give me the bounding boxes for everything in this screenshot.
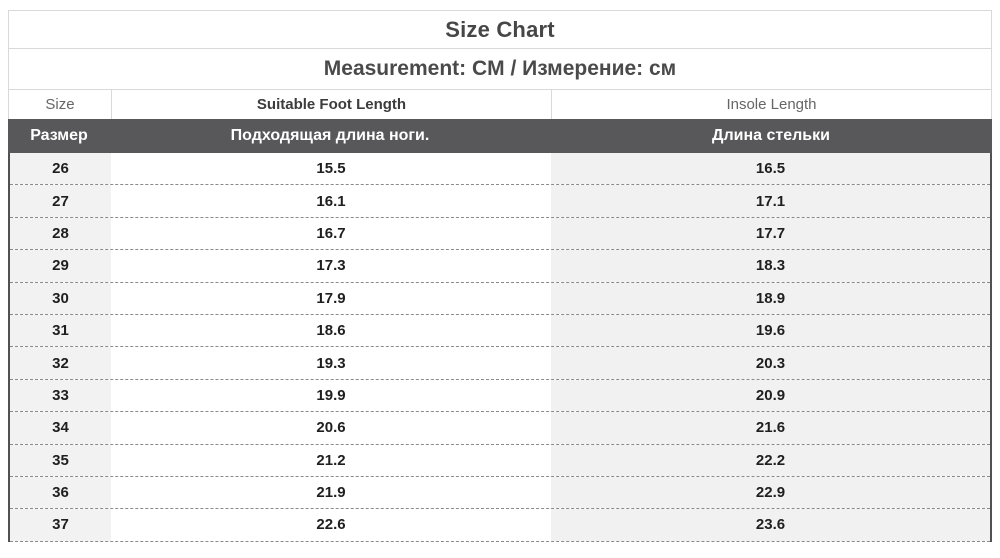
insole-length-cell: 22.2: [551, 445, 990, 476]
table-row: [10, 412, 990, 444]
column-header-insole-length-en: Insole Length: [551, 90, 991, 119]
column-header-row-en: [8, 89, 992, 120]
foot-length-cell: 20.6: [111, 412, 551, 443]
insole-length-cell: 18.3: [551, 250, 990, 281]
column-header-foot-length-en: Suitable Foot Length: [111, 90, 551, 119]
foot-length-cell: 16.7: [111, 218, 551, 249]
insole-length-cell: 20.9: [551, 380, 990, 411]
size-cell: 36: [10, 477, 111, 508]
table-row: [10, 283, 990, 315]
foot-length-cell: 19.9: [111, 380, 551, 411]
table-row: [10, 445, 990, 477]
table-subtitle: Measurement: CM / Измерение: см: [8, 48, 992, 90]
insole-length-cell: 23.6: [551, 509, 990, 540]
table-row: [10, 185, 990, 217]
size-cell: 31: [10, 315, 111, 346]
table-row: [10, 250, 990, 282]
table-row: [10, 153, 990, 185]
size-cell: 27: [10, 185, 111, 216]
size-cell: 34: [10, 412, 111, 443]
column-header-foot-length-ru: Подходящая длина ноги.: [230, 127, 430, 144]
table-title: Size Chart: [8, 10, 992, 49]
size-chart-table: [8, 10, 992, 542]
foot-length-cell: 21.2: [111, 445, 551, 476]
size-cell: 26: [10, 153, 111, 184]
size-cell: 29: [10, 250, 111, 281]
foot-length-cell: 21.9: [111, 477, 551, 508]
size-cell: 30: [10, 283, 111, 314]
insole-length-cell: 19.6: [551, 315, 990, 346]
insole-length-cell: 18.9: [551, 283, 990, 314]
table-row: [10, 509, 990, 541]
table-row: [10, 380, 990, 412]
column-header-size-en: Size: [45, 96, 75, 113]
table-row: [10, 315, 990, 347]
size-cell: 32: [10, 347, 111, 378]
insole-length-cell: 17.1: [551, 185, 990, 216]
size-cell: 35: [10, 445, 111, 476]
foot-length-cell: 18.6: [111, 315, 551, 346]
column-header-insole-length-ru: Длина стельки: [712, 127, 830, 144]
table-row: [10, 218, 990, 250]
size-cell: 33: [10, 380, 111, 411]
size-cell: 28: [10, 218, 111, 249]
insole-length-cell: 16.5: [551, 153, 990, 184]
table-row: [10, 347, 990, 379]
foot-length-cell: 17.3: [111, 250, 551, 281]
size-cell: 37: [10, 509, 111, 540]
insole-length-cell: 22.9: [551, 477, 990, 508]
insole-length-cell: 17.7: [551, 218, 990, 249]
foot-length-cell: 16.1: [111, 185, 551, 216]
column-header-size-ru: Размер: [30, 127, 88, 144]
foot-length-cell: 22.6: [111, 509, 551, 540]
foot-length-cell: 17.9: [111, 283, 551, 314]
insole-length-cell: 21.6: [551, 412, 990, 443]
insole-length-cell: 20.3: [551, 347, 990, 378]
column-header-row-ru: [8, 119, 992, 153]
foot-length-cell: 19.3: [111, 347, 551, 378]
table-row: [10, 477, 990, 509]
foot-length-cell: 15.5: [111, 153, 551, 184]
table-body: [8, 153, 992, 542]
